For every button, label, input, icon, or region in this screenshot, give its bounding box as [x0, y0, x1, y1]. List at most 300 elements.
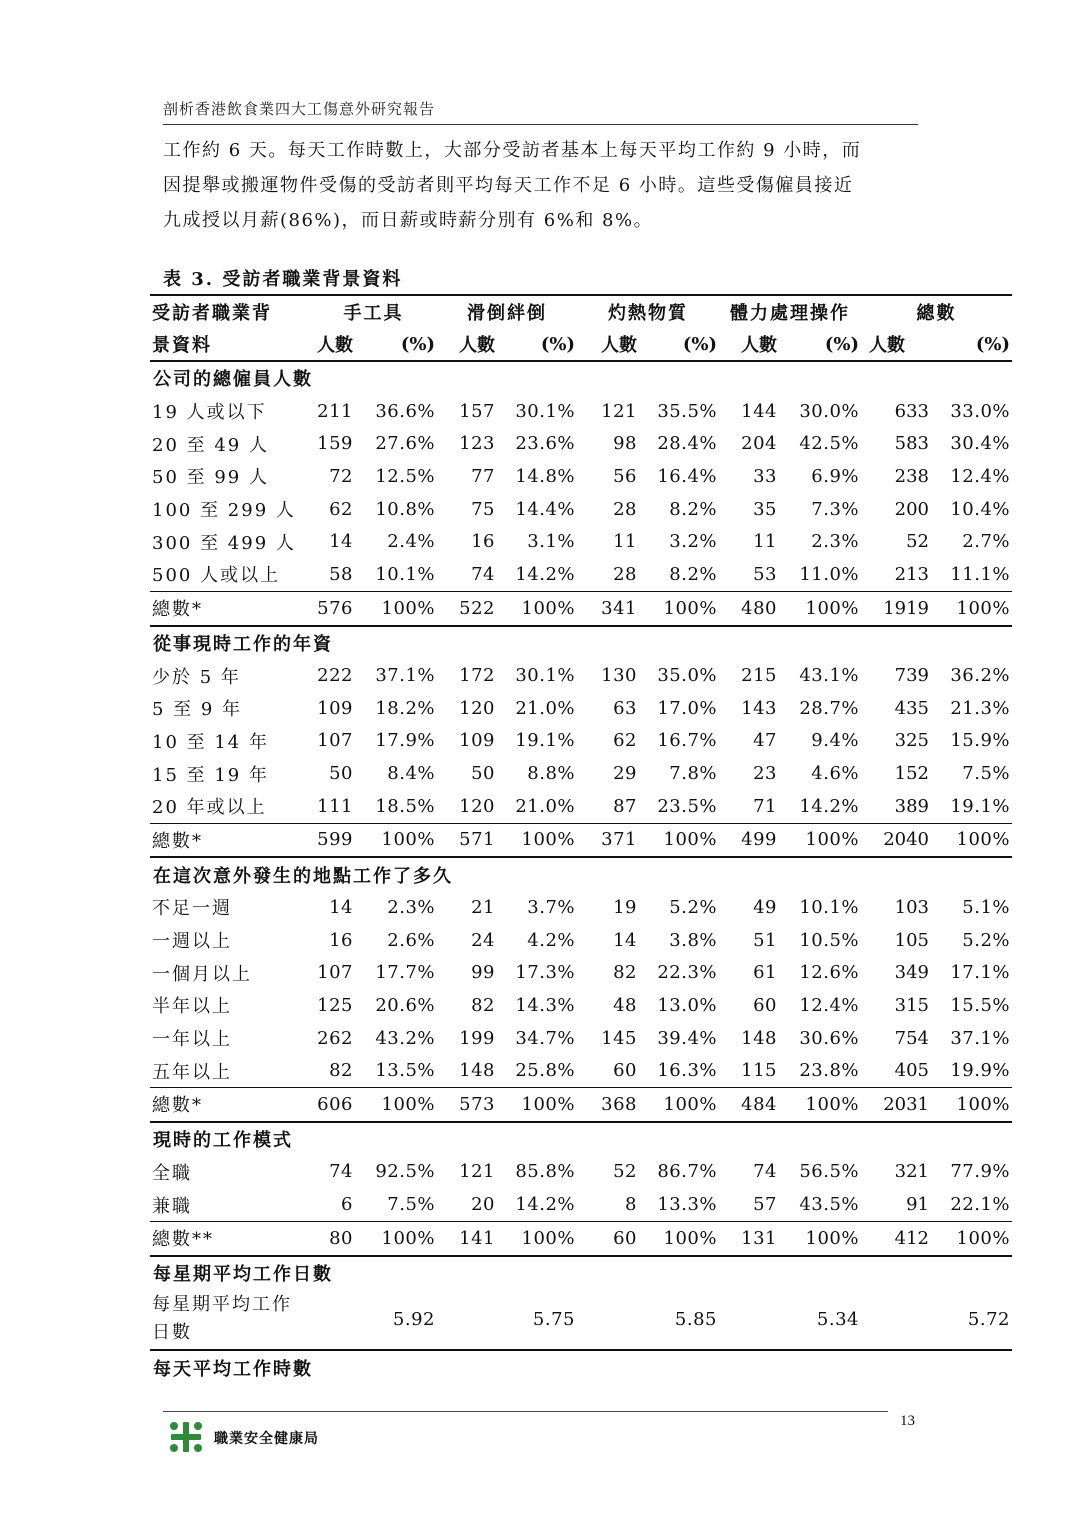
row-label: 一年以上 [152, 1029, 232, 1051]
sub-header-percent: (%) [497, 328, 577, 361]
count-cell: 62 [329, 498, 353, 520]
section-title: 從事現時工作的年資 [153, 633, 333, 655]
row-label: 15 至 19 年 [152, 764, 269, 786]
count-cell: 115 [741, 1060, 777, 1082]
count-cell: 82 [613, 962, 637, 984]
row-label: 少於 5 年 [152, 666, 241, 688]
total-count-cell: 480 [719, 591, 779, 625]
table-row [150, 558, 1012, 591]
table-row [150, 525, 1012, 558]
total-row [150, 591, 1012, 625]
table-row [150, 989, 1012, 1022]
count-cell: 6 [341, 1194, 353, 1216]
count-cell: 213 [894, 563, 929, 585]
table-row [150, 692, 1012, 725]
occupation-background-table [150, 294, 1012, 1384]
count-cell: 583 [894, 433, 929, 455]
total-count-cell: 522 [437, 591, 497, 625]
percent-cell: 21.0% [515, 795, 575, 817]
count-cell: 14 [613, 929, 637, 951]
row-label: 20 年或以上 [152, 797, 267, 819]
page-number: 13 [900, 1413, 915, 1429]
percent-cell: 30.1% [515, 400, 575, 422]
percent-cell: 2.4% [387, 531, 435, 553]
total-percent-cell: 100% [497, 591, 577, 625]
percent-cell: 12.5% [375, 465, 435, 487]
count-cell: 50 [471, 763, 495, 785]
total-percent-cell: 100% [779, 1221, 861, 1255]
percent-cell: 5.1% [962, 896, 1010, 918]
sub-header-percent: (%) [639, 328, 719, 361]
average-row [150, 1289, 1012, 1350]
percent-cell: 18.2% [375, 697, 435, 719]
count-cell: 172 [459, 665, 495, 687]
percent-cell: 30.1% [515, 665, 575, 687]
row-label: 一個月以上 [152, 963, 252, 985]
section-header-row [150, 626, 1012, 660]
percent-cell: 19.1% [515, 730, 575, 752]
percent-cell: 37.1% [950, 1027, 1010, 1049]
count-cell: 51 [753, 929, 777, 951]
percent-cell: 14.2% [515, 1194, 575, 1216]
count-cell: 75 [471, 498, 495, 520]
total-label: 總數** [150, 1221, 310, 1255]
count-cell: 47 [753, 730, 777, 752]
percent-cell: 23.8% [799, 1060, 859, 1082]
count-cell: 16 [329, 929, 353, 951]
count-cell: 21 [471, 896, 495, 918]
count-cell: 74 [753, 1161, 777, 1183]
count-cell: 98 [613, 433, 637, 455]
table-row [150, 924, 1012, 957]
percent-cell: 16.4% [657, 465, 717, 487]
row-label: 300 至 499 人 [152, 532, 296, 554]
percent-cell: 2.6% [387, 929, 435, 951]
percent-cell: 85.8% [515, 1161, 575, 1183]
percent-cell: 35.0% [657, 665, 717, 687]
count-cell: 262 [317, 1027, 353, 1049]
sub-header-count: 人數 [719, 328, 779, 361]
percent-cell: 19.1% [950, 795, 1010, 817]
count-cell: 82 [329, 1060, 353, 1082]
total-percent-cell: 100% [639, 823, 719, 857]
count-cell: 77 [471, 465, 495, 487]
percent-cell: 21.3% [950, 697, 1010, 719]
total-percent-cell: 100% [497, 1221, 577, 1255]
count-cell: 35 [753, 498, 777, 520]
average-label: 每星期平均工作日數 [150, 1289, 310, 1350]
table-row [150, 725, 1012, 758]
percent-cell: 30.6% [799, 1027, 859, 1049]
percent-cell: 27.6% [375, 433, 435, 455]
table-row [150, 1156, 1012, 1189]
table-row [150, 427, 1012, 460]
percent-cell: 14.8% [515, 465, 575, 487]
count-cell: 157 [459, 400, 495, 422]
total-row [150, 1088, 1012, 1122]
percent-cell: 7.5% [962, 763, 1010, 785]
count-cell: 215 [741, 665, 777, 687]
count-cell: 143 [741, 697, 777, 719]
total-count-cell: 606 [310, 1088, 355, 1122]
count-cell: 19 [613, 896, 637, 918]
count-cell: 71 [753, 795, 777, 817]
total-row [150, 1221, 1012, 1255]
total-percent-cell: 100% [639, 1221, 719, 1255]
percent-cell: 2.3% [387, 896, 435, 918]
count-cell: 111 [317, 795, 353, 817]
percent-cell: 17.0% [657, 697, 717, 719]
percent-cell: 14.4% [515, 498, 575, 520]
table-row [150, 1054, 1012, 1087]
count-cell: 349 [894, 962, 929, 984]
count-cell: 107 [317, 962, 353, 984]
osh-council-logo-icon [166, 1420, 206, 1454]
intro-line: 工作約 6 天。每天工作時數上，大部分受訪者基本上每天平均工作約 9 小時，而 [163, 140, 862, 161]
percent-cell: 3.8% [669, 929, 717, 951]
count-cell: 74 [329, 1161, 353, 1183]
section-header-row [150, 1350, 1012, 1384]
count-cell: 8 [625, 1194, 637, 1216]
row-label: 不足一週 [152, 898, 232, 920]
count-cell: 60 [753, 994, 777, 1016]
percent-cell: 12.6% [799, 962, 859, 984]
percent-cell: 16.3% [657, 1060, 717, 1082]
count-cell: 199 [459, 1027, 495, 1049]
count-cell: 62 [613, 730, 637, 752]
count-cell: 123 [459, 433, 495, 455]
count-cell: 14 [329, 531, 353, 553]
count-cell: 125 [317, 994, 353, 1016]
count-cell: 74 [471, 563, 495, 585]
total-count-cell: 141 [437, 1221, 497, 1255]
percent-cell: 8.8% [527, 763, 575, 785]
count-cell: 72 [329, 465, 353, 487]
total-count-cell: 80 [310, 1221, 355, 1255]
percent-cell: 11.1% [950, 563, 1010, 585]
count-cell: 754 [894, 1027, 929, 1049]
percent-cell: 10.1% [375, 563, 435, 585]
table-row [150, 956, 1012, 989]
table-row [150, 891, 1012, 924]
count-cell: 14 [329, 896, 353, 918]
total-count-cell: 412 [861, 1221, 931, 1255]
total-percent-cell: 100% [931, 591, 1012, 625]
group-header-manual-handling: 體力處理操作 [719, 295, 861, 328]
percent-cell: 7.3% [811, 498, 859, 520]
percent-cell: 8.2% [669, 563, 717, 585]
group-header-hot-substances: 灼熱物質 [577, 295, 719, 328]
percent-cell: 43.2% [375, 1027, 435, 1049]
section-header-row [150, 1256, 1012, 1290]
percent-cell: 17.7% [375, 962, 435, 984]
sub-header-count: 人數 [437, 328, 497, 361]
total-count-cell: 573 [437, 1088, 497, 1122]
total-percent-cell: 100% [931, 1221, 1012, 1255]
percent-cell: 25.8% [515, 1060, 575, 1082]
total-percent-cell: 100% [355, 1221, 437, 1255]
count-cell: 109 [317, 697, 353, 719]
total-percent-cell: 100% [355, 1088, 437, 1122]
count-cell: 120 [459, 795, 495, 817]
percent-cell: 56.5% [799, 1161, 859, 1183]
footer-divider [163, 1411, 888, 1412]
intro-paragraph [163, 133, 923, 238]
footer-organization-name: 職業安全健康局 [214, 1431, 319, 1447]
percent-cell: 10.1% [799, 896, 859, 918]
percent-cell: 3.1% [527, 531, 575, 553]
row-label: 五年以上 [152, 1061, 232, 1083]
total-percent-cell: 100% [639, 1088, 719, 1122]
count-cell: 16 [471, 531, 495, 553]
percent-cell: 86.7% [657, 1161, 717, 1183]
group-header-hand-tools: 手工具 [310, 295, 437, 328]
count-cell: 120 [459, 697, 495, 719]
total-count-cell: 571 [437, 823, 497, 857]
count-cell: 52 [613, 1161, 637, 1183]
percent-cell: 11.0% [799, 563, 859, 585]
count-cell: 20 [471, 1194, 495, 1216]
count-cell: 99 [471, 962, 495, 984]
percent-cell: 36.6% [375, 400, 435, 422]
count-cell: 49 [753, 896, 777, 918]
count-cell: 109 [459, 730, 495, 752]
count-cell: 325 [894, 730, 929, 752]
percent-cell: 23.6% [515, 433, 575, 455]
count-cell: 435 [894, 697, 929, 719]
count-cell: 315 [894, 994, 929, 1016]
percent-cell: 8.4% [387, 763, 435, 785]
average-value-cell: 5.34 [719, 1289, 861, 1350]
section-header-row [150, 1122, 1012, 1156]
row-label: 19 人或以下 [152, 402, 267, 424]
total-percent-cell: 100% [497, 1088, 577, 1122]
total-percent-cell: 100% [931, 1088, 1012, 1122]
percent-cell: 2.3% [811, 531, 859, 553]
header-label-line1: 受訪者職業背 [150, 295, 310, 328]
page-header: 剖析香港飲食業四大工傷意外研究報告 [163, 98, 918, 125]
percent-cell: 18.5% [375, 795, 435, 817]
count-cell: 211 [317, 400, 353, 422]
total-count-cell: 1919 [861, 591, 931, 625]
percent-cell: 15.5% [950, 994, 1010, 1016]
table-row [150, 460, 1012, 493]
total-label: 總數* [150, 1088, 310, 1122]
sub-header-count: 人數 [577, 328, 639, 361]
count-cell: 87 [613, 795, 637, 817]
percent-cell: 7.8% [669, 763, 717, 785]
count-cell: 121 [459, 1161, 495, 1183]
percent-cell: 10.4% [950, 498, 1010, 520]
sub-header-count: 人數 [310, 328, 355, 361]
count-cell: 24 [471, 929, 495, 951]
percent-cell: 77.9% [950, 1161, 1010, 1183]
count-cell: 82 [471, 994, 495, 1016]
count-cell: 200 [894, 498, 929, 520]
count-cell: 61 [753, 962, 777, 984]
count-cell: 238 [894, 465, 929, 487]
total-count-cell: 2040 [861, 823, 931, 857]
percent-cell: 43.1% [799, 665, 859, 687]
total-count-cell: 599 [310, 823, 355, 857]
count-cell: 159 [317, 433, 353, 455]
count-cell: 11 [753, 531, 777, 553]
percent-cell: 30.0% [799, 400, 859, 422]
percent-cell: 15.9% [950, 730, 1010, 752]
percent-cell: 17.1% [950, 962, 1010, 984]
count-cell: 121 [601, 400, 637, 422]
count-cell: 204 [741, 433, 777, 455]
percent-cell: 22.1% [950, 1194, 1010, 1216]
row-label: 100 至 299 人 [152, 500, 296, 522]
count-cell: 148 [459, 1060, 495, 1082]
percent-cell: 42.5% [799, 433, 859, 455]
table-row [150, 659, 1012, 692]
percent-cell: 28.4% [657, 433, 717, 455]
row-label: 50 至 99 人 [152, 467, 269, 489]
group-header-slip-trip: 滑倒絆倒 [437, 295, 577, 328]
count-cell: 57 [753, 1194, 777, 1216]
percent-cell: 5.2% [962, 929, 1010, 951]
total-percent-cell: 100% [497, 823, 577, 857]
count-cell: 405 [894, 1060, 929, 1082]
average-value-cell: 5.85 [577, 1289, 719, 1350]
total-percent-cell: 100% [355, 591, 437, 625]
count-cell: 50 [329, 763, 353, 785]
total-percent-cell: 100% [355, 823, 437, 857]
percent-cell: 7.5% [387, 1194, 435, 1216]
table-caption: 表 3. 受訪者職業背景資料 [163, 269, 403, 290]
count-cell: 148 [741, 1027, 777, 1049]
percent-cell: 2.7% [962, 531, 1010, 553]
percent-cell: 12.4% [799, 994, 859, 1016]
percent-cell: 43.5% [799, 1194, 859, 1216]
count-cell: 105 [894, 929, 929, 951]
header-label-line2: 景資料 [150, 328, 310, 361]
count-cell: 28 [613, 498, 637, 520]
count-cell: 53 [753, 563, 777, 585]
sub-header-count: 人數 [861, 328, 931, 361]
row-label: 一週以上 [152, 931, 232, 953]
percent-cell: 3.7% [527, 896, 575, 918]
percent-cell: 34.7% [515, 1027, 575, 1049]
count-cell: 389 [894, 795, 929, 817]
percent-cell: 14.3% [515, 994, 575, 1016]
average-value-cell: 5.72 [861, 1289, 1012, 1350]
total-count-cell: 576 [310, 591, 355, 625]
percent-cell: 8.2% [669, 498, 717, 520]
section-title: 公司的總僱員人數 [153, 369, 313, 391]
total-percent-cell: 100% [639, 591, 719, 625]
count-cell: 739 [894, 665, 929, 687]
percent-cell: 23.5% [657, 795, 717, 817]
section-title: 現時的工作模式 [153, 1130, 293, 1152]
count-cell: 144 [741, 400, 777, 422]
total-percent-cell: 100% [931, 823, 1012, 857]
total-count-cell: 499 [719, 823, 779, 857]
intro-line: 九成授以月薪(86%)，而日薪或時薪分別有 6%和 8%。 [163, 210, 654, 231]
percent-cell: 13.5% [375, 1060, 435, 1082]
percent-cell: 19.9% [950, 1060, 1010, 1082]
count-cell: 33 [753, 465, 777, 487]
count-cell: 91 [906, 1194, 929, 1216]
total-percent-cell: 100% [779, 1088, 861, 1122]
section-title: 每星期平均工作日數 [153, 1263, 333, 1285]
table-row [150, 1188, 1012, 1221]
count-cell: 103 [894, 896, 929, 918]
section-title: 每天平均工作時數 [153, 1358, 313, 1380]
percent-cell: 9.4% [811, 730, 859, 752]
percent-cell: 4.6% [811, 763, 859, 785]
percent-cell: 28.7% [799, 697, 859, 719]
count-cell: 222 [317, 665, 353, 687]
count-cell: 107 [317, 730, 353, 752]
total-count-cell: 60 [577, 1221, 639, 1255]
percent-cell: 5.2% [669, 896, 717, 918]
table-row [150, 395, 1012, 428]
count-cell: 60 [613, 1060, 637, 1082]
percent-cell: 33.0% [950, 400, 1010, 422]
row-label: 5 至 9 年 [152, 699, 243, 721]
count-cell: 58 [329, 563, 353, 585]
percent-cell: 16.7% [657, 730, 717, 752]
percent-cell: 39.4% [657, 1027, 717, 1049]
count-cell: 52 [906, 531, 929, 553]
count-cell: 23 [753, 763, 777, 785]
percent-cell: 17.9% [375, 730, 435, 752]
total-count-cell: 341 [577, 591, 639, 625]
row-label: 500 人或以上 [152, 565, 281, 587]
percent-cell: 4.2% [527, 929, 575, 951]
table-row [150, 757, 1012, 790]
percent-cell: 14.2% [515, 563, 575, 585]
percent-cell: 20.6% [375, 994, 435, 1016]
percent-cell: 10.5% [799, 929, 859, 951]
percent-cell: 21.0% [515, 697, 575, 719]
average-value-cell: 5.92 [310, 1289, 437, 1350]
row-label: 10 至 14 年 [152, 731, 269, 753]
percent-cell: 17.3% [515, 962, 575, 984]
table-row [150, 1022, 1012, 1055]
percent-cell: 12.4% [950, 465, 1010, 487]
count-cell: 633 [894, 400, 929, 422]
percent-cell: 13.3% [657, 1194, 717, 1216]
count-cell: 11 [613, 531, 637, 553]
count-cell: 29 [613, 763, 637, 785]
percent-cell: 37.1% [375, 665, 435, 687]
percent-cell: 35.5% [657, 400, 717, 422]
section-header-row [150, 361, 1012, 395]
percent-cell: 36.2% [950, 665, 1010, 687]
total-count-cell: 371 [577, 823, 639, 857]
percent-cell: 30.4% [950, 433, 1010, 455]
percent-cell: 3.2% [669, 531, 717, 553]
count-cell: 130 [601, 665, 637, 687]
row-label: 半年以上 [152, 996, 232, 1018]
table-body [150, 361, 1012, 1384]
count-cell: 321 [894, 1161, 929, 1183]
sub-header-percent: (%) [355, 328, 437, 361]
percent-cell: 10.8% [375, 498, 435, 520]
percent-cell: 14.2% [799, 795, 859, 817]
total-count-cell: 131 [719, 1221, 779, 1255]
total-count-cell: 484 [719, 1088, 779, 1122]
total-count-cell: 2031 [861, 1088, 931, 1122]
section-header-row [150, 857, 1012, 891]
total-label: 總數* [150, 823, 310, 857]
sub-header-percent: (%) [779, 328, 861, 361]
group-header-total: 總數 [861, 295, 1012, 328]
